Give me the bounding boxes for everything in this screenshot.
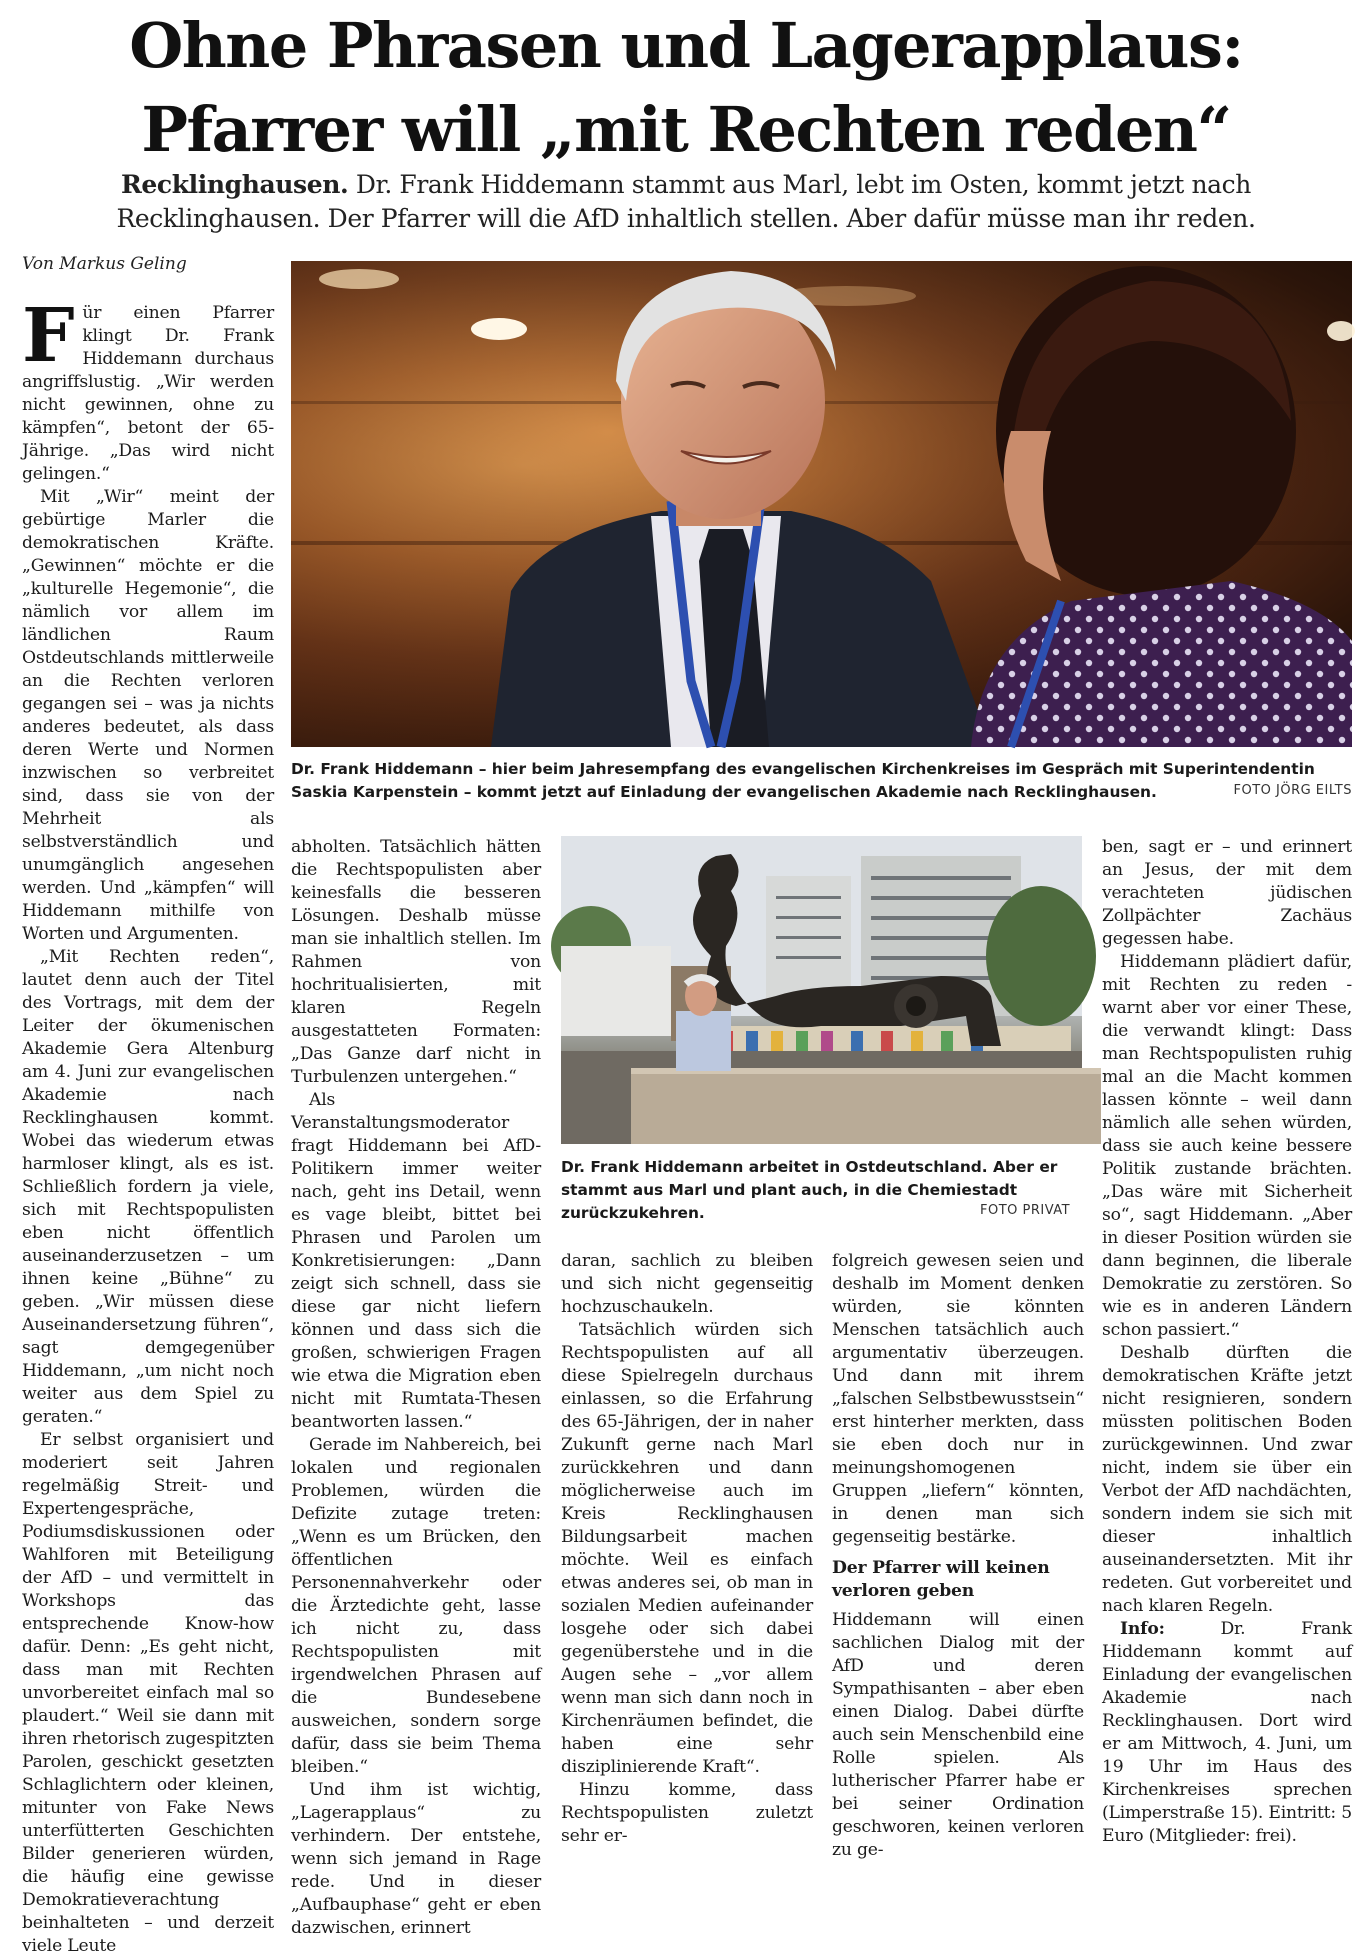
body-paragraph: daran, sachlich zu bleiben und sich nicht gegenseitig hochzuschaukeln. (561, 1251, 813, 1317)
body-paragraph: Hinzu komme, dass Rechtspopulisten zuletzt sehr er- (561, 1780, 813, 1846)
second-photo (561, 836, 1082, 1144)
paragraph-text: ür einen Pfarrer klingt Dr. Frank Hiddemann durchaus angriffslustig. „Wir werden nicht gewinnen, ohne zu kämpfen“, betont der 65-Jährige. „Das wird nicht gelingen.“ (22, 303, 274, 484)
second-photo-credit: FOTO PRIVAT (980, 1203, 1071, 1218)
body-paragraph: Hiddemann plädiert dafür, mit Rechten zu reden - warnt aber vor einer These, die verwandt klingt: Dass man Rechtspopulisten ruhig mal an die Macht kommen lassen könnte – weil dann nämlich alle sehen würden, dass sie auch keine bessere Politik zustande brächten. „Das wäre mit Sicherheit so“, sagt Hiddemann. „Aber in dieser Position würden sie dann beginnen, die liberale Demokratie zu zerstören. So wie es in anderen Ländern schon passiert.“ (1102, 952, 1352, 1340)
body-paragraph: Tatsächlich würden sich Rechtspopulisten auf all diese Spielregeln durchaus einlassen, so die Erfahrung des 65-Jährigen, der in naher Zukunft gerne nach Marl zurückkehren und dann möglicherweise auch im Kreis Recklinghausen Bildungsarbeit machen möchte. Weil es einfach etwas anderes sei, ob man in sozialen Medien aufeinander losgehe oder sich dabei gegenüberstehe und in die Augen sehe – „vor allem wenn man sich dann noch in Kirchenräumen befindet, die haben eine sehr disziplinierende Kraft“. (561, 1320, 813, 1777)
info-text: Dr. Frank Hiddemann kommt auf Einladung der evangelischen Akademie nach Recklinghausen. Dort wird er am Mittwoch, 4. Juni, um 19 Uhr im Haus des Kirchenkreises sprechen (Limperstraße 15). Eintritt: 5 Euro (Mitglieder: frei). (1102, 1619, 1352, 1846)
body-paragraph: „Mit Rechten reden“, lautet denn auch der Titel des Vortrags, mit dem der Leiter der ökumenischen Akademie Gera Altenburg am 4. Juni zur evangelischen Akademie nach Recklinghausen kommt. Wobei das wiederum etwas harmloser klingt, als es ist. Schließlich fordern ja viele, sich mit Rechtspopulisten eben nicht öffentlich auseinanderzusetzen – um ihnen keine „Bühne“ zu geben. „Wir müssen diese Auseinandersetzung führen“, sagt demgegenüber Hiddemann, „um nicht noch weiter aus dem Spiel zu geraten.“ (22, 947, 274, 1427)
second-photo-caption: Dr. Frank Hiddemann arbeitet in Ostdeutschland. Aber er stammt aus Marl und plant auch, in die Chemiestadt zurückzukehren. (561, 1158, 1058, 1222)
body-paragraph: Als Veranstaltungsmoderator fragt Hiddemann bei AfD-Politikern immer weiter nach, geht ins Detail, wenn es vage bleibt, bittet bei Phrasen und Parolen um Konkretisierungen: „Dann zeigt sich schnell, dass sie diese gar nicht liefern können und dass sich die großen, schwierigen Fragen wie etwa die Migration eben nicht mit Rumtata-Thesen beantworten lassen.“ (291, 1090, 541, 1432)
body-paragraph: Er selbst organisiert und moderiert seit Jahren regelmäßig Streit- und Expertengespräche, Podiumsdiskussionen oder Wahlforen mit Beteiligung der AfD – und vermittelt in Workshops das entsprechende Know-how dafür. Denn: „Es geht nicht, dass man mit Rechten unvorbereitet einfach mal so plaudert.“ Weil sie dann mit ihren rhetorisch zugespitzten Parolen, geschickt gesetzten Schlaglichtern oder kleinen, mitunter von Fake News unterfütterten Geschichten Bilder generieren würden, die häufig eine gewisse Demokratieverachtung beinhalteten – und derzeit viele Leute (22, 1430, 274, 1956)
headline (0, 4, 1372, 172)
body-column-4 (832, 1250, 1084, 1862)
drop-cap: F (22, 293, 75, 379)
body-paragraph: Mit „Wir“ meint der gebürtige Marler die demokratischen Kräfte. „Gewinnen“ möchte er die „kulturelle Hegemonie“, die nämlich vor allem im ländlichen Raum Ostdeutschlands mittlerweile an die Rechten verloren gegangen sei – was ja nichts anderes bedeutet, als dass deren Werte und Normen inzwischen so verbreitet sind, dass sie von der Mehrheit als selbstverständlich und unumgänglich angesehen werden. Und „kämpfen“ will Hiddemann mithilfe von Worten und Argumenten. (22, 487, 274, 944)
body-column-1 (22, 293, 274, 1958)
body-column-5 (1102, 836, 1352, 1848)
body-column-3 (561, 1250, 813, 1848)
deck (40, 168, 1332, 236)
subheading: Der Pfarrer will keinen verloren geben (832, 1558, 1050, 1601)
deck-place: Recklinghausen. (121, 170, 349, 199)
body-column-2 (291, 836, 541, 1940)
main-photo-caption: Dr. Frank Hiddemann – hier beim Jahresempfang des evangelischen Kirchenkreises im Gespräch mit Superintendentin Saskia Karpenstein – kommt jetzt auf Einladung der evangelischen Akademie nach Recklinghausen. (291, 760, 1315, 801)
main-photo-credit: FOTO JÖRG EILTS (1233, 783, 1352, 798)
body-paragraph: folgreich gewesen seien und deshalb im Moment denken würden, sie könnten Menschen tatsächlich auch argumentativ überzeugen. Und dann mit ihrem „falschen Selbstbewusstsein“ erst hinterher merkten, dass sie eben doch nur in meinungshomogenen Gruppen „liefern“ könnten, in denen man sich gegenseitig bestärke. (832, 1251, 1084, 1547)
deck-line-2: Recklinghausen. Der Pfarrer will die AfD inhaltlich stellen. Aber dafür müsse man ihr reden. (116, 204, 1256, 233)
body-paragraph: Gerade im Nahbereich, bei lokalen und regionalen Problemen, würden die Defizite zutage treten: „Wenn es um Brücken, den öffentlichen Personennahverkehr oder die Ärztedichte geht, lasse ich nicht zu, dass Rechtspopulisten mit irgendwelchen Phrasen auf die Bundesebene ausweichen, sondern sorge dafür, dass sie beim Thema bleiben.“ (291, 1435, 541, 1777)
body-paragraph: Und ihm ist wichtig, „Lagerapplaus“ zu verhindern. Der entstehe, wenn sich jemand in Rage rede. Und in dieser „Aufbauphase“ geht er eben dazwischen, erinnert (291, 1780, 541, 1938)
deck-line-1: Dr. Frank Hiddemann stammt aus Marl, lebt im Osten, kommt jetzt nach (348, 170, 1251, 199)
body-paragraph (22, 293, 274, 486)
body-paragraph: abholten. Tatsächlich hätten die Rechtspopulisten aber keinesfalls die besseren Lösungen. Deshalb müsse man sie inhaltlich stellen. Im Rahmen von hochritualisierten, mit klaren Regeln ausgestatteten Formaten: „Das Ganze darf nicht in Turbulenzen untergehen.“ (291, 837, 541, 1087)
body-paragraph: ben, sagt er – und erinnert an Jesus, der mit dem verachteten jüdischen Zollpächter Zachäus gegessen habe. (1102, 837, 1352, 949)
body-paragraph: Hiddemann will einen sachlichen Dialog mit der AfD und deren Sympathisanten – aber eben einen Dialog. Dabei dürfte auch sein Menschenbild eine Rolle spielen. Als lutherischer Pfarrer habe er bei seiner Ordination geschworen, keinen verloren zu ge- (832, 1610, 1084, 1860)
body-paragraph: Deshalb dürften die demokratischen Kräfte jetzt nicht resignieren, sondern müssten politischen Boden zurückgewinnen. Und zwar nicht, indem sie über ein Verbot der AfD nachdächten, sondern indem sie sich mit dieser inhaltlich auseinandersetzten. Mit ihr redeten. Gut vorbereitet und nach klaren Regeln. (1102, 1343, 1352, 1616)
info-box (1102, 1618, 1352, 1848)
headline-line-2: Pfarrer will „mit Rechten reden“ (141, 93, 1231, 166)
info-label: Info: (1120, 1619, 1165, 1639)
byline: Von Markus Geling (22, 254, 187, 274)
headline-line-1: Ohne Phrasen und Lagerapplaus: (129, 9, 1243, 82)
main-photo (291, 261, 1352, 747)
